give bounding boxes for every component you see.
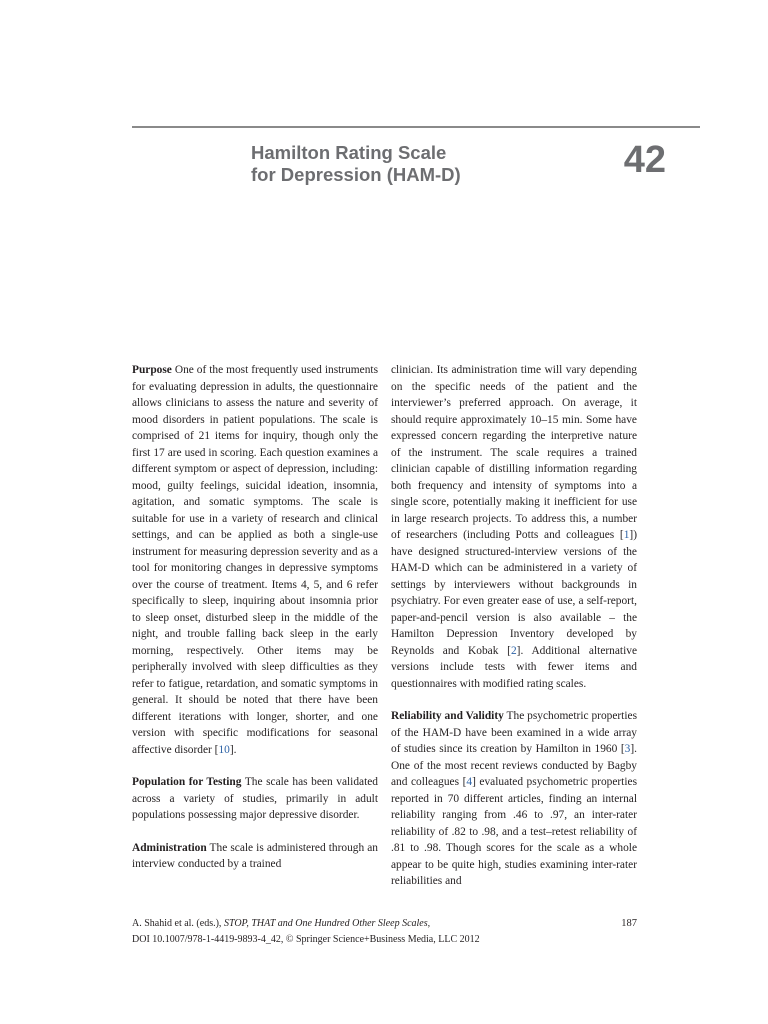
purpose-paragraph [132, 362, 378, 758]
population-text: The scale has been validated across a variety of studies, primarily in adult populations possessing major depressive disorder. [132, 776, 378, 821]
top-rule [132, 126, 700, 128]
chapter-title-line-2: for Depression (HAM-D) [251, 164, 461, 185]
citation-link[interactable]: 4 [466, 776, 473, 788]
administration-heading: Administration [132, 841, 207, 854]
footer-book-title: STOP, THAT and One Hundred Other Sleep Scales, [223, 918, 431, 929]
population-heading: Population for Testing [132, 776, 242, 788]
purpose-heading: Purpose [132, 364, 172, 376]
reliability-heading: Reliability and Validity [391, 710, 504, 722]
administration-text: The scale is administered through an interview conducted by a trained [132, 841, 378, 870]
page-number: 187 [621, 918, 637, 929]
chapter-number: 42 [623, 139, 666, 181]
purpose-text-end: ]. [229, 743, 237, 756]
administration-continued-text-3: ]. Additional alternative versions include tests with fewer items and questionnaires with modified rating scales. [391, 644, 637, 690]
right-column [391, 362, 637, 890]
administration-paragraph [132, 840, 378, 873]
purpose-text: One of the most frequently used instruments for evaluating depression in adults, the questionnaire allows clinicians to assess the nature and severity of mood disorders in patient populations. The scale is comprised of 21 items for inquiry, though only the first 17 are used in scoring. Each question examines a different symptom or aspect of depression, including: mood, guilty feelings, suicidal ideation, insomnia, agitation, and somatic symptoms. The scale is suitable for use in a variety of research and clinical settings, and can be applied as both a single-use instrument for measuring depression severity and as a tool for monitoring changes in depressive symptoms over the course of treatment. Items 4, 5, and 6 refer specifically to sleep, inquiring about insomnia prior to sleep onset, disturbed sleep in the middle of the night, and trouble falling back sleep in the early morning, respectively. Other items may be peripherally involved with sleep difficulties as they refer to fatigue, retardation, and somatic symptoms in general. It should be noted that there have been different iterations with longer, shorter, and one version with specific modifications for seasonal affective disorder [ [132, 364, 378, 756]
reliability-text: The psychometric properties of the HAM-D have been examined in a wide array of studies since its creation by Hamilton in 1960 [ [391, 710, 637, 755]
chapter-title [251, 142, 581, 186]
footer-doi: DOI 10.1007/978-1-4419-9893-4_42, © Springer Science+Business Media, LLC 2012 [132, 933, 480, 945]
administration-continued-text-2: ]) have designed structured-interview versions of the HAM-D which can be administered in a variety of settings by interviewers without backgrounds in psychiatry. For even greater ease of use, a self-report, paper-and-pencil version is also available – the Hamilton Depression Inventory developed by Reynolds and Kobak [ [391, 529, 637, 657]
citation-link[interactable]: 10 [218, 743, 230, 756]
footer-authors: A. Shahid et al. (eds.), [132, 918, 224, 929]
population-paragraph [132, 774, 378, 824]
reliability-text-3: ] evaluated psychometric properties reported in 70 different articles, finding an internal reliability ranging from .46 to .97, an inter-rater reliability of .82 to .98, and a test–retest reliability of .81 to .98. Though scores for the scale as a whole appear to be quite high, studies examining inter-rater reliabilities and [391, 776, 637, 887]
left-column [132, 362, 378, 873]
chapter-title-line-1: Hamilton Rating Scale [251, 142, 447, 163]
administration-continued-text: clinician. Its administration time will vary depending on the specific needs of the patient and the interviewer’s preferred approach. On average, it should require approximately 10–15 min. Some have expressed concern regarding the interpretive nature of the instrument. The scale requires a trained clinician capable of distilling information regarding both frequency and intensity of symptoms into a single score, potentially making it inefficient for use in large research projects. To address this, a number of researchers (including Potts and colleagues [ [391, 364, 637, 541]
citation-link[interactable]: 2 [510, 644, 517, 657]
administration-continued-paragraph [391, 362, 637, 692]
citation-link[interactable]: 3 [624, 743, 631, 755]
reliability-text-2: ]. One of the most recent reviews conducted by Bagby and colleagues [ [391, 743, 637, 788]
citation-link[interactable]: 1 [623, 529, 630, 541]
reliability-paragraph [391, 708, 637, 890]
